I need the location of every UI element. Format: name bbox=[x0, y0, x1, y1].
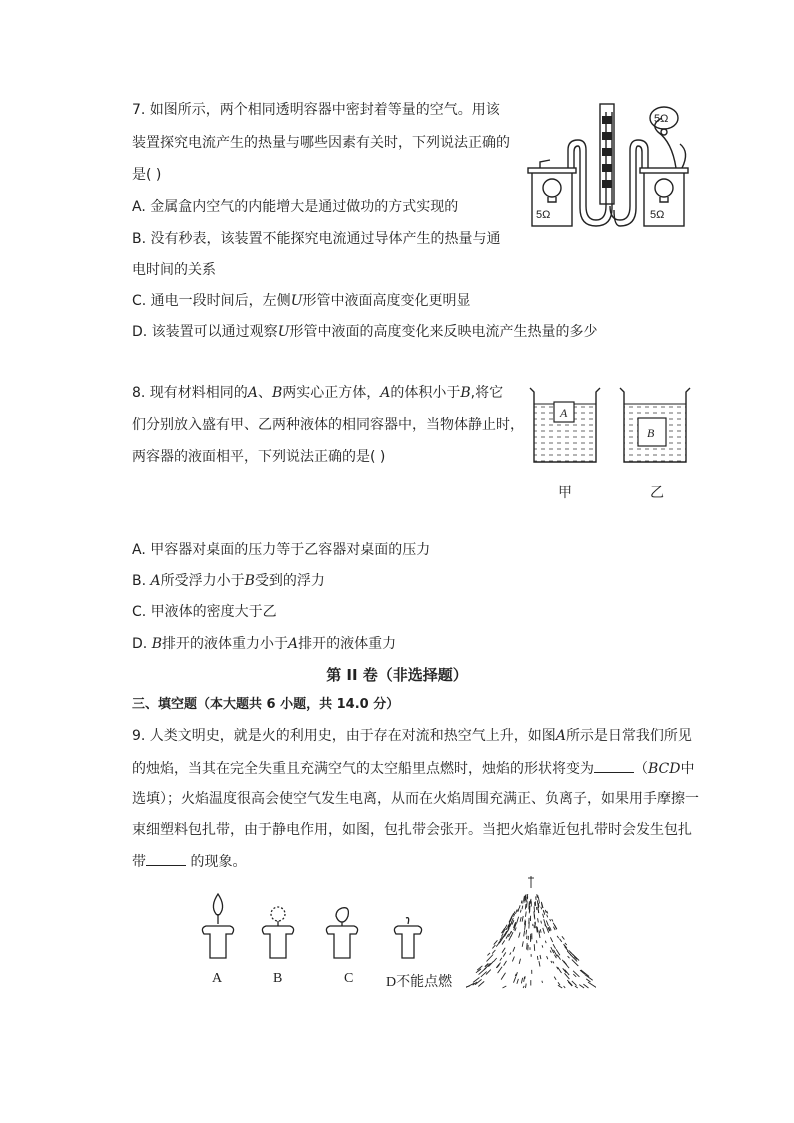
tie-strand bbox=[534, 911, 535, 917]
tie-strand bbox=[588, 982, 596, 988]
tie-strand bbox=[542, 981, 543, 983]
tie-strand bbox=[534, 944, 535, 951]
tie-strand bbox=[564, 986, 566, 988]
tie-strand bbox=[513, 947, 515, 952]
tie-strand bbox=[543, 914, 544, 918]
tie-strand bbox=[573, 974, 576, 977]
q9-stem-line-4: 束细塑料包扎带，由于静电作用，如图，包扎带会张开。当把火焰靠近包扎带时会发生包扎 bbox=[132, 822, 692, 838]
tie-strand bbox=[517, 917, 519, 924]
tie-strand bbox=[537, 956, 538, 960]
tie-strand bbox=[519, 905, 520, 908]
tie-strand bbox=[544, 911, 545, 915]
tie-strand bbox=[520, 910, 521, 913]
tie-strand bbox=[516, 910, 518, 914]
q7-option-b-line-1: B. 没有秒表，该装置不能探究电流通过导体产生的热量与通 bbox=[132, 231, 501, 247]
tie-strand bbox=[518, 908, 519, 912]
tie-strand bbox=[540, 955, 541, 959]
tie-strand bbox=[550, 951, 551, 953]
q9-candles-figure bbox=[196, 892, 456, 966]
q7-apparatus-figure bbox=[522, 102, 694, 232]
tie-strand bbox=[539, 961, 540, 966]
tie-strand bbox=[556, 949, 560, 955]
tie-strand bbox=[558, 985, 562, 988]
tie-strand bbox=[514, 977, 516, 983]
tie-strand bbox=[545, 941, 546, 943]
tie-strand bbox=[553, 961, 554, 963]
tie-strand bbox=[524, 977, 525, 982]
q8-beakers-figure bbox=[524, 386, 696, 466]
q7-option-b-line-2: 电时间的关系 bbox=[132, 262, 216, 278]
tie-strand bbox=[546, 926, 549, 933]
tie-strand bbox=[573, 971, 579, 977]
tie-strand bbox=[492, 950, 495, 954]
block-a-label: A bbox=[560, 406, 568, 420]
right-resistor-label: 5Ω bbox=[650, 209, 665, 221]
q9-plastic-tie-figure bbox=[466, 874, 596, 990]
tie-strand bbox=[583, 984, 588, 988]
q9-answer-blank-1[interactable] bbox=[594, 758, 634, 773]
tie-strand bbox=[579, 985, 584, 988]
tie-strand bbox=[538, 897, 539, 903]
tie-strand bbox=[523, 986, 524, 988]
tie-strand bbox=[522, 906, 523, 910]
tie-strand bbox=[541, 921, 542, 924]
tie-strand bbox=[560, 939, 562, 942]
tie-strand bbox=[506, 934, 509, 939]
tie-strand bbox=[487, 955, 494, 962]
tie-strand bbox=[568, 956, 570, 958]
q7-stem-line-2: 装置探究电流产生的热量与哪些因素有关时，下列说法正确的 bbox=[132, 135, 510, 151]
tie-strand bbox=[575, 986, 578, 988]
q7-option-a: A. 金属盒内空气的内能增大是通过做功的方式实现的 bbox=[132, 199, 459, 215]
tie-strand bbox=[553, 944, 556, 949]
q8-option-d: D. B排开的液体重力小于A排开的液体重力 bbox=[132, 636, 397, 652]
tie-strand bbox=[494, 940, 498, 944]
q8-option-c: C. 甲液体的密度大于乙 bbox=[132, 604, 277, 620]
q9-answer-blank-2[interactable] bbox=[146, 851, 186, 866]
tie-strand bbox=[497, 963, 501, 968]
tie-strand bbox=[521, 901, 522, 904]
tie-strand bbox=[537, 894, 538, 898]
tie-strand bbox=[519, 932, 521, 937]
tie-strand bbox=[581, 970, 589, 977]
tie-strand bbox=[558, 967, 562, 973]
tie-strand bbox=[503, 952, 506, 956]
tie-strand bbox=[551, 961, 552, 963]
top-resistor-label: 5Ω bbox=[654, 113, 669, 125]
tie-strand bbox=[547, 911, 548, 914]
tie-strand bbox=[586, 979, 590, 982]
candle-caption-a: A bbox=[212, 971, 223, 986]
tie-strand bbox=[550, 937, 552, 942]
candle-caption-b: B bbox=[273, 971, 283, 986]
q7-option-d: D. 该装置可以通过观察U形管中液面的高度变化来反映电流产生热量的多少 bbox=[132, 324, 598, 340]
tie-strand bbox=[503, 986, 507, 988]
q8-stem-line-2: 们分别放入盛有甲、乙两种液体的相同容器中，当物体静止时， bbox=[132, 417, 524, 433]
tie-strand bbox=[515, 928, 516, 932]
tie-strand bbox=[510, 953, 511, 955]
beaker-yi-label: 乙 bbox=[650, 486, 664, 501]
section-heading: 三、填空题（本大题共 6 小题，共 14.0 分） bbox=[132, 697, 400, 712]
tie-strand bbox=[527, 943, 528, 949]
tie-strand bbox=[526, 930, 527, 935]
tie-strand bbox=[512, 957, 514, 962]
q7-stem-line-3: 是( ) bbox=[132, 167, 162, 183]
tie-strand bbox=[585, 975, 593, 981]
tie-strand bbox=[501, 934, 503, 937]
tie-strand bbox=[558, 982, 560, 985]
tie-strand bbox=[553, 923, 557, 930]
tie-strand bbox=[538, 918, 539, 922]
tie-strand bbox=[525, 904, 526, 909]
tie-strand bbox=[466, 983, 474, 988]
tie-strand bbox=[543, 928, 545, 934]
q8-option-a: A. 甲容器对桌面的压力等于乙容器对桌面的压力 bbox=[132, 542, 431, 558]
tie-strand bbox=[504, 961, 507, 966]
candle-caption-d: D不能点燃 bbox=[386, 975, 453, 990]
tie-strand bbox=[550, 919, 551, 921]
tie-strand bbox=[478, 981, 484, 986]
tie-strand bbox=[506, 928, 508, 930]
tie-strand bbox=[522, 916, 523, 922]
tie-strand bbox=[553, 927, 555, 930]
tie-strand bbox=[557, 955, 560, 960]
tie-strand bbox=[494, 958, 497, 962]
tie-strand bbox=[572, 981, 577, 986]
q9-stem-line-2: 的烛焰，当其在完全失重且充满空气的太空船里点燃时，烛焰的形状将变为 （BCD中 bbox=[132, 758, 694, 779]
tie-strand bbox=[520, 917, 521, 922]
q9-stem-line-3: 选填）；火焰温度很高会使空气发生电离，从而在火焰周围充满正、负离子，如果用手摩擦一 bbox=[132, 791, 699, 807]
tie-strand bbox=[552, 919, 553, 921]
tie-strand bbox=[537, 900, 538, 904]
tie-strand bbox=[547, 915, 548, 918]
tie-strand bbox=[521, 978, 522, 984]
tie-strand bbox=[568, 982, 572, 986]
left-resistor-label: 5Ω bbox=[536, 209, 551, 221]
tie-strand bbox=[517, 979, 519, 984]
tie-strand bbox=[502, 948, 505, 953]
tie-strand bbox=[541, 907, 542, 910]
section-title: 第 II 卷（非选择题） bbox=[326, 666, 468, 684]
tie-strand bbox=[522, 941, 523, 947]
tie-strand bbox=[519, 959, 520, 964]
q8-option-b: B. A所受浮力小于B受到的浮力 bbox=[132, 573, 325, 589]
q9-stem-line-5: 带 的现象。 bbox=[132, 851, 246, 872]
tie-strand bbox=[509, 936, 511, 941]
tie-strand bbox=[527, 901, 528, 907]
tie-strand bbox=[492, 945, 495, 948]
tie-strand bbox=[545, 910, 546, 913]
tie-strand bbox=[500, 958, 502, 961]
candle-caption-c: C bbox=[344, 971, 354, 986]
tie-strand bbox=[542, 945, 543, 947]
block-b-label: B bbox=[647, 426, 655, 440]
tie-strand bbox=[572, 960, 579, 966]
tie-strand bbox=[540, 929, 541, 933]
tie-strand bbox=[501, 973, 505, 980]
q8-stem-line-1: 8. 现有材料相同的A、B两实心正方体，A的体积小于B,将它 bbox=[132, 385, 504, 401]
tie-strand bbox=[554, 977, 556, 980]
tie-strand bbox=[567, 980, 572, 986]
tie-strand bbox=[562, 936, 565, 939]
tie-strand bbox=[526, 912, 527, 917]
tie-strand bbox=[539, 931, 540, 933]
tie-strand bbox=[547, 956, 548, 959]
q7-stem-line-1: 7. 如图所示，两个相同透明容器中密封着等量的空气。用该 bbox=[132, 102, 500, 118]
tie-strand bbox=[502, 940, 505, 944]
tie-strand bbox=[539, 932, 540, 938]
tie-strand bbox=[526, 984, 527, 988]
q9-stem-line-1: 9. 人类文明史，就是火的利用史，由于存在对流和热空气上升，如图A所示是日常我们所见 bbox=[132, 728, 692, 744]
tie-strand bbox=[546, 921, 548, 926]
tie-strand bbox=[565, 943, 567, 945]
beaker-jia-label: 甲 bbox=[558, 486, 572, 501]
tie-strand bbox=[496, 943, 499, 946]
tie-strand bbox=[564, 962, 569, 968]
q7-option-c: C. 通电一段时间后，左侧U形管中液面高度变化更明显 bbox=[132, 293, 471, 309]
q8-stem-line-3: 两容器的液面相平，下列说法正确的是( ) bbox=[132, 449, 386, 465]
tie-strand bbox=[498, 967, 503, 973]
tie-strand bbox=[466, 986, 470, 988]
tie-strand bbox=[557, 936, 559, 938]
tie-strand bbox=[524, 930, 525, 936]
tie-strand bbox=[523, 901, 524, 904]
tie-strand bbox=[487, 953, 490, 956]
